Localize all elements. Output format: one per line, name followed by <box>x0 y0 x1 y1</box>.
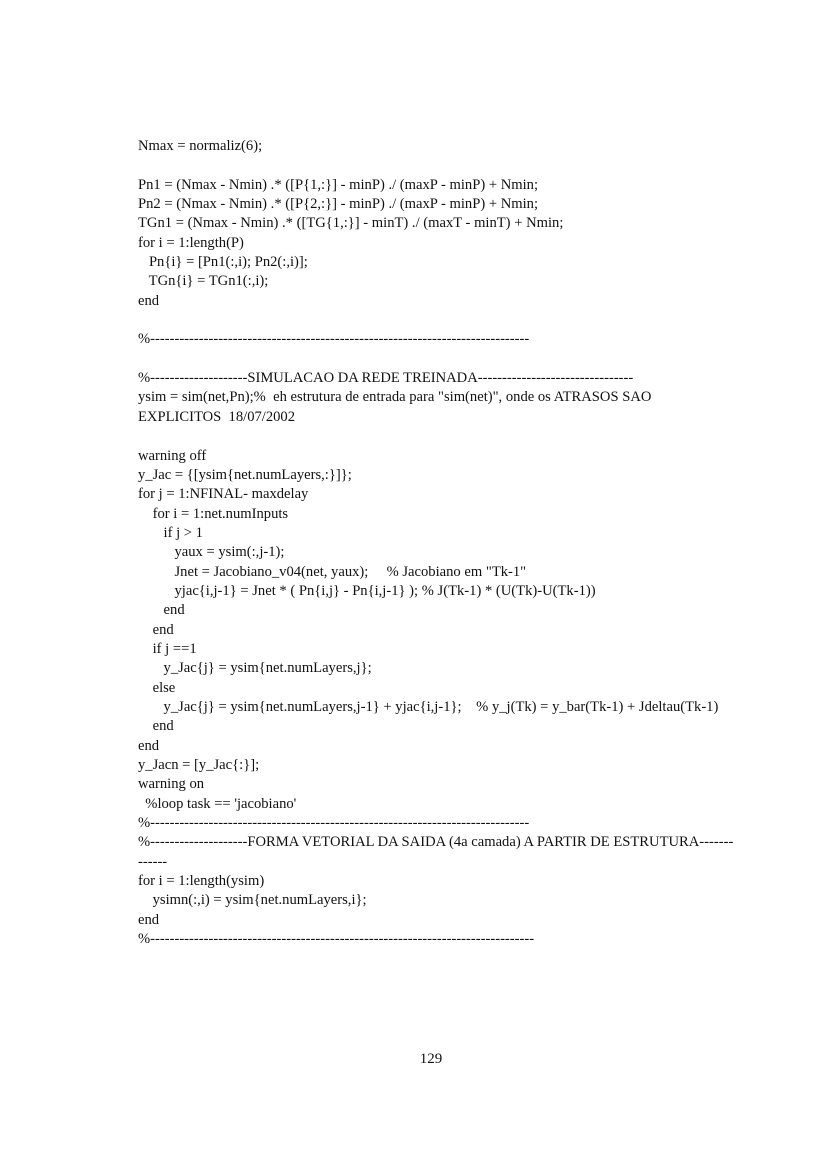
code-line: %------------------------------------------------------------------------------ <box>138 331 530 348</box>
code-line: Pn1 = (Nmax - Nmin) .* ([P{1,:}] - minP) ./ (maxP - minP) + Nmin; <box>138 176 539 193</box>
code-line: end <box>138 737 160 754</box>
code-line <box>138 156 738 175</box>
code-line: y_Jac{j} = ysim{net.numLayers,j}; <box>138 660 372 677</box>
code-line: warning on <box>138 776 205 793</box>
code-line: if j ==1 <box>138 640 197 657</box>
code-line: for i = 1:net.numInputs <box>138 505 289 522</box>
code-line: Jnet = Jacobiano_v04(net, yaux); % Jacobiano em "Tk-1" <box>138 563 527 580</box>
code-line: Pn{i} = [Pn1(:,i); Pn2(:,i)]; <box>138 254 308 271</box>
code-line: y_Jac{j} = ysim{net.numLayers,j-1} + yjac{i,j-1}; % y_j(Tk) = y_bar(Tk-1) + Jdeltau(Tk-1) <box>138 698 719 715</box>
code-line: end <box>138 718 174 735</box>
code-line: TGn1 = (Nmax - Nmin) .* ([TG{1,:}] - minT) ./ (maxT - minT) + Nmin; <box>138 215 564 232</box>
code-line: Pn2 = (Nmax - Nmin) .* ([P{2,:}] - minP) ./ (maxP - minP) + Nmin; <box>138 196 539 213</box>
code-line: end <box>138 911 160 928</box>
code-line <box>138 350 738 369</box>
code-line: ysim = sim(net,Pn);% eh estrutura de entrada para "sim(net)", onde os ATRASOS SAO EXPLICITOS 18/07/2002 <box>138 389 656 425</box>
code-line: %--------------------SIMULACAO DA REDE TREINADA-------------------------------- <box>138 370 634 387</box>
page-number: 129 <box>419 1051 443 1067</box>
code-line: ysimn(:,i) = ysim{net.numLayers,i}; <box>138 892 367 909</box>
code-line: end <box>138 621 174 638</box>
code-line: TGn{i} = TGn1(:,i); <box>138 273 269 290</box>
code-line: %--------------------FORMA VETORIAL DA SAIDA (4a camada) A PARTIR DE ESTRUTURA------------- <box>138 834 734 870</box>
code-line: end <box>138 292 160 309</box>
code-line <box>138 311 738 330</box>
code-line: else <box>138 679 176 696</box>
code-line: %------------------------------------------------------------------------------- <box>138 931 535 948</box>
code-line: for i = 1:length(P) <box>138 234 244 251</box>
code-line: warning off <box>138 447 207 464</box>
code-line <box>138 427 738 446</box>
code-line: yaux = ysim(:,j-1); <box>138 544 285 561</box>
code-line: Nmax = normaliz(6); <box>138 138 263 154</box>
code-line: for i = 1:length(ysim) <box>138 873 265 890</box>
code-line: %loop task == 'jacobiano' <box>138 795 297 812</box>
code-line: if j > 1 <box>138 524 203 541</box>
code-line: %------------------------------------------------------------------------------ <box>138 815 530 832</box>
code-line: y_Jacn = [y_Jac{:}]; <box>138 757 260 773</box>
code-line: y_Jac = {[ysim{net.numLayers,:}]}; <box>138 466 352 483</box>
code-line: yjac{i,j-1} = Jnet * ( Pn{i,j} - Pn{i,j-1} ); % J(Tk-1) * (U(Tk)-U(Tk-1)) <box>138 582 596 599</box>
code-line: end <box>138 602 185 619</box>
code-line: for j = 1:NFINAL- maxdelay <box>138 486 309 503</box>
code-listing <box>138 137 738 949</box>
